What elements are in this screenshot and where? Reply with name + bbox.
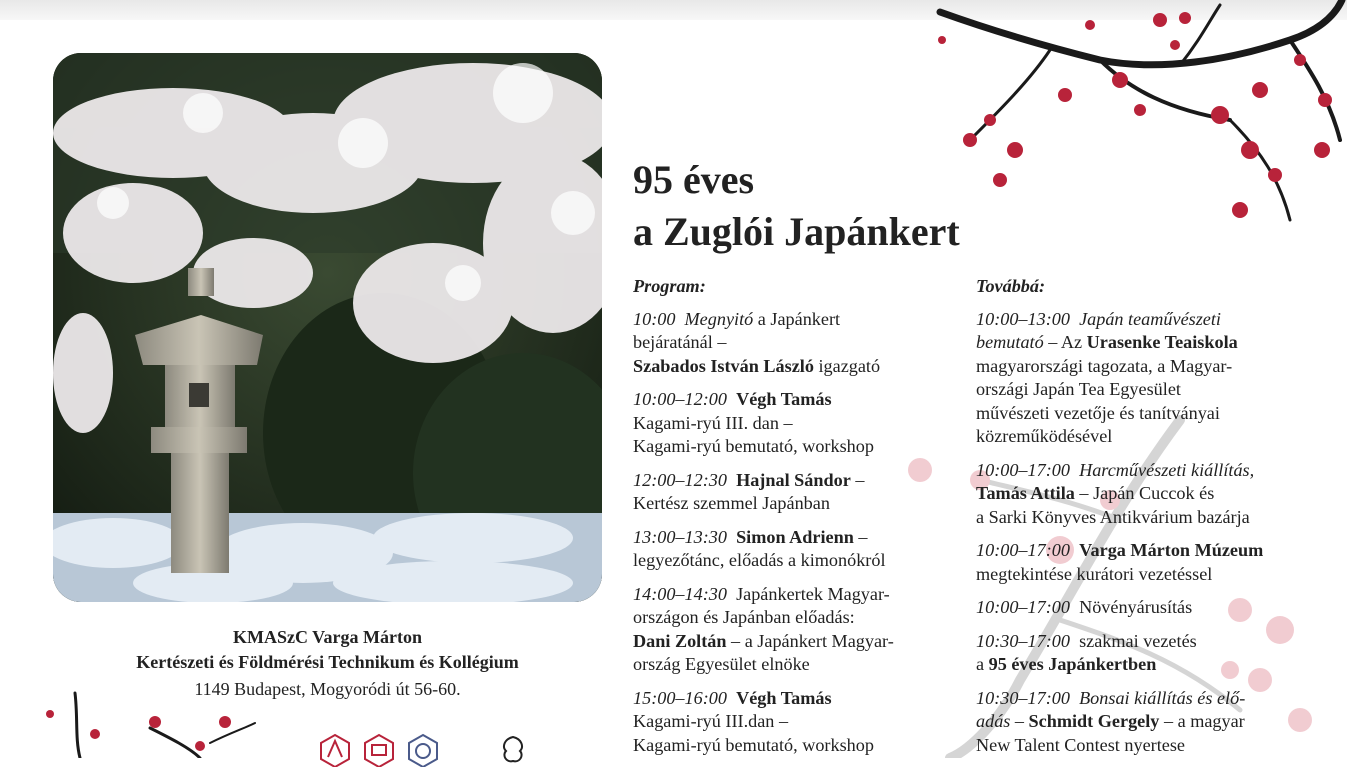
entry-time: 10:00 [633,308,676,329]
entry-text: a [976,654,989,674]
entry-text: Kertész szemmel Japánban [633,493,830,513]
program-column [633,275,953,767]
program-entry [633,526,953,573]
entry-text: Kagami-ryú III.dan – [633,711,789,731]
entry-text: megtekintése kurátori vezetéssel [976,563,1213,584]
program-entry [633,388,953,459]
entry-title: Bonsai kiállítás és elő- [1079,687,1246,708]
hexagon-logo-icon [318,733,352,767]
entry-person: Simon Adrienn [736,526,854,547]
small-branch-decoration [40,688,270,758]
school-name: KMASzC Varga Márton [233,627,422,647]
entry-time: 13:00–13:30 [633,526,727,547]
entry-time: 10:00–13:00 [976,308,1070,329]
entry-person: Schmidt Gergely [1028,711,1160,731]
entry-text: szakmai vezetés [1079,630,1197,651]
entry-text: ország Egyesület elnöke [633,654,810,674]
program-heading: Program: [633,276,706,296]
entry-text: Kagami-ryú III. dan – [633,412,793,433]
entry-text: a Japánkert [753,308,841,329]
entry-time: 10:00–17:00 [976,597,1070,617]
entry-text: Kagami-ryú bemutató, workshop [633,734,874,755]
entry-text: Kagami-ryú bemutató, workshop [633,436,874,456]
entry-person: Végh Tamás [736,389,832,409]
entry-text: New Talent Contest nyertese [976,734,1186,755]
entry-time: 10:00–12:00 [633,389,727,409]
program-entry [633,687,953,758]
entry-time: 10:30–17:00 [976,687,1070,708]
further-entry [976,630,1316,677]
further-entry [976,539,1316,586]
entry-text: – [850,469,865,490]
entry-text: – Japán Cuccok és [1074,483,1215,503]
entry-text: – Az [1043,332,1087,352]
further-entry [976,596,1316,620]
entry-time: 10:30–17:00 [976,630,1070,651]
entry-text: Növényárusítás [1079,597,1193,617]
entry-person: Végh Tamás [736,687,832,708]
hexagon-logo-icon [406,733,440,767]
entry-text: a Sarki Könyves Antikvárium bazárja [976,506,1250,527]
program-entry [633,469,953,516]
entry-text: művészeti vezetője és tanítványai [976,402,1220,423]
entry-title: Megnyitó [684,308,754,329]
cherry-branch-decoration [930,0,1347,240]
further-entry [976,308,1316,449]
school-full-name: Kertészeti és Földmérési Technikum és Kollégium [136,652,519,672]
cherry-blossom-photo [53,53,602,602]
entry-person: Varga Márton Múzeum [1079,540,1264,560]
entry-person: Szabados István László [633,355,814,376]
entry-time: 12:00–12:30 [633,469,727,490]
entry-title: bemutató [976,332,1044,352]
entry-title: adás [976,711,1011,731]
entry-text: – [853,526,868,547]
further-column [976,275,1316,767]
entry-text: legyezőtánc, előadás a kimonókról [633,550,886,570]
entry-title: Harcművészeti kiállítás, [1079,459,1255,480]
entry-time: 10:00–17:00 [976,540,1070,560]
entry-title: Japán teaművészeti [1079,308,1221,329]
entry-text: magyarországi tagozata, a Magyar- [976,355,1233,376]
further-entry [976,687,1316,758]
hexagon-logo-icon [362,733,396,767]
entry-text: igazgató [813,355,881,376]
entry-text: – a Japánkert Magyar- [726,630,894,651]
entry-person: Dani Zoltán [633,630,727,651]
entry-person: Urasenke Teaiskola [1086,332,1238,352]
entry-text: közreműködésével [976,426,1113,446]
page-title-line2: a Zuglói Japánkert [633,209,960,254]
entry-text: Japánkertek Magyar- [736,583,890,604]
entry-text: – a magyar [1159,711,1245,731]
further-entry [976,459,1316,530]
entry-time: 10:00–17:00 [976,459,1070,480]
page-title-line1: 95 éves [633,157,755,202]
entry-text: – [1010,711,1029,731]
program-entry [633,583,953,677]
entry-person: Hajnal Sándor [736,469,851,490]
entry-text: országi Japán Tea Egyesület [976,379,1181,399]
entry-time: 15:00–16:00 [633,687,727,708]
entry-time: 14:00–14:30 [633,583,727,604]
further-heading: Továbbá: [976,276,1046,296]
entry-text: bejáratánál – [633,332,727,352]
school-address: 1149 Budapest, Mogyoródi út 56-60. [194,679,461,699]
entry-person: 95 éves Japánkertben [988,654,1157,674]
tree-logo-icon [496,733,530,767]
entry-person: Tamás Attila [976,483,1075,503]
entry-text: országon és Japánban előadás: [633,607,855,627]
program-entry [633,308,953,379]
